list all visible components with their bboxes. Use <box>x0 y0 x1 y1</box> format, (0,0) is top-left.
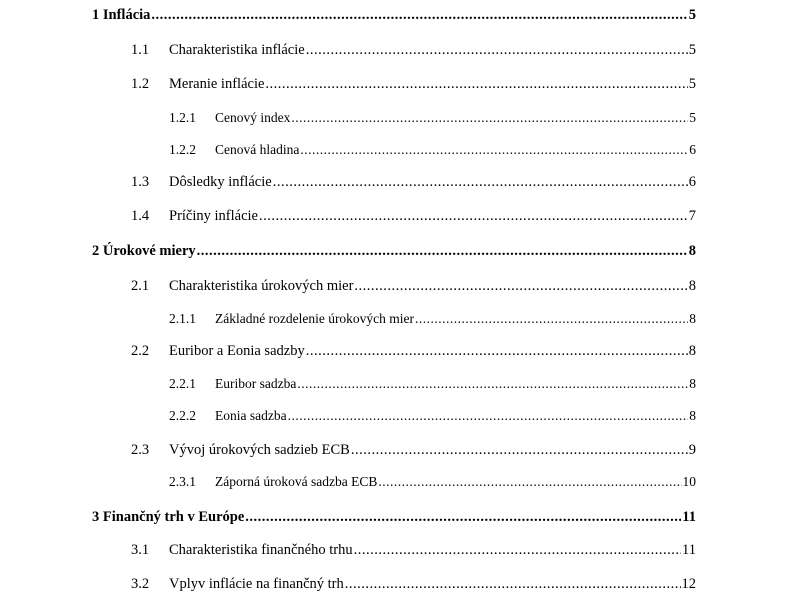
toc-dot-leader <box>415 308 688 330</box>
toc-entry-page-number: 6 <box>688 174 696 190</box>
toc-entry-page-number: 8 <box>688 343 696 359</box>
toc-entry-title: Dôsledky inflácie <box>169 174 272 190</box>
toc-entry-number: 1.1 <box>131 42 150 58</box>
toc-entry[interactable] <box>0 539 790 561</box>
toc-entry-line <box>169 439 696 461</box>
toc-entry[interactable] <box>0 139 790 161</box>
toc-entry[interactable] <box>0 107 790 129</box>
toc-dot-leader <box>351 439 688 461</box>
toc-entry-title: Eonia sadzba <box>215 408 287 423</box>
toc-entry-line <box>169 39 696 61</box>
toc-entry-number: 2.1.1 <box>169 311 196 326</box>
toc-dot-leader <box>245 506 681 528</box>
toc-entry-page-number: 11 <box>682 542 696 558</box>
toc-entry-page-number: 9 <box>688 442 696 458</box>
toc-entry-line <box>215 471 696 493</box>
toc-entry-title <box>92 240 197 262</box>
toc-dot-leader <box>300 139 688 161</box>
toc-entry-number: 3.2 <box>131 576 150 592</box>
toc-entry-line <box>215 308 696 330</box>
toc-entry-line <box>215 405 696 427</box>
toc-dot-leader <box>197 240 688 262</box>
toc-entry[interactable] <box>0 205 790 227</box>
toc-entry-number: 1.2 <box>131 76 150 92</box>
toc-entry-page-number: 12 <box>681 576 696 592</box>
toc-entry-line <box>169 171 696 193</box>
toc-entry-number: 2.1 <box>131 278 150 294</box>
toc-entry-title: Euribor a Eonia sadzby <box>169 343 305 359</box>
toc-dot-leader <box>354 539 681 561</box>
toc-entry-line <box>215 373 696 395</box>
toc-entry[interactable] <box>0 471 790 493</box>
toc-dot-leader <box>259 205 688 227</box>
toc-entry-title-text: Úrokové miery <box>102 243 196 259</box>
toc-entry-title-text: Finančný trh v Európe <box>102 509 245 525</box>
toc-entry[interactable] <box>0 506 790 528</box>
toc-entry-line <box>169 539 696 561</box>
toc-dot-leader <box>297 373 688 395</box>
toc-entry-number: 2.2 <box>131 343 150 359</box>
toc-dot-leader <box>288 405 689 427</box>
toc-entry-title-text: Inflácia <box>102 7 151 23</box>
toc-entry[interactable] <box>0 39 790 61</box>
toc-entry-title: Cenový index <box>215 110 291 125</box>
toc-entry-page-number: 11 <box>682 509 696 525</box>
toc-entry-title: Cenová hladina <box>215 142 300 157</box>
toc-entry[interactable] <box>0 340 790 362</box>
toc-entry-number: 2 <box>92 243 100 259</box>
toc-entry-number: 2.2.1 <box>169 376 196 391</box>
toc-dot-leader <box>273 171 688 193</box>
toc-entry-title: Vplyv inflácie na finančný trh <box>169 576 344 592</box>
toc-entry-line <box>169 73 696 95</box>
toc-entry-line <box>215 107 696 129</box>
toc-entry-page-number: 5 <box>689 110 696 125</box>
toc-entry-title <box>92 506 245 528</box>
toc-entry-line <box>215 139 696 161</box>
toc-entry-number: 3 <box>92 509 100 525</box>
toc-entry-line <box>169 275 696 297</box>
toc-entry-title: Euribor sadzba <box>215 376 297 391</box>
toc-entry-number: 1 <box>92 7 100 23</box>
toc-entry[interactable] <box>0 4 790 26</box>
toc-dot-leader <box>378 471 681 493</box>
toc-dot-leader <box>306 39 688 61</box>
toc-entry-page-number: 8 <box>689 408 696 423</box>
toc-entry[interactable] <box>0 275 790 297</box>
toc-entry[interactable] <box>0 308 790 330</box>
toc-dot-leader <box>354 275 687 297</box>
toc-entry-page-number: 8 <box>689 311 696 326</box>
toc-entry-line <box>169 205 696 227</box>
toc-entry-number: 1.4 <box>131 208 150 224</box>
toc-entry-page-number: 5 <box>688 7 696 23</box>
toc-entry-line <box>92 4 696 26</box>
toc-entry-title: Meranie inflácie <box>169 76 265 92</box>
toc-entry-number: 2.3 <box>131 442 150 458</box>
toc-entry-title: Charakteristika finančného trhu <box>169 542 353 558</box>
toc-entry[interactable] <box>0 73 790 95</box>
toc-entry-number: 1.2.2 <box>169 142 196 157</box>
toc-dot-leader <box>291 107 688 129</box>
toc-entry-page-number: 10 <box>682 474 696 489</box>
toc-entry-number: 2.2.2 <box>169 408 196 423</box>
toc-entry-page-number: 8 <box>688 243 696 259</box>
toc-entry-number: 3.1 <box>131 542 150 558</box>
toc-entry-page-number: 6 <box>689 142 696 157</box>
toc-entry[interactable] <box>0 171 790 193</box>
toc-dot-leader <box>345 573 681 595</box>
toc-entry-page-number: 8 <box>688 278 696 294</box>
toc-entry-number: 1.2.1 <box>169 110 196 125</box>
toc-entry[interactable] <box>0 405 790 427</box>
toc-entry-title: Záporná úroková sadzba ECB <box>215 474 378 489</box>
toc-entry-number: 1.3 <box>131 174 150 190</box>
toc-entry-title: Charakteristika inflácie <box>169 42 305 58</box>
toc-dot-leader <box>151 4 687 26</box>
toc-entry-title: Príčiny inflácie <box>169 208 258 224</box>
toc-entry-number: 2.3.1 <box>169 474 196 489</box>
toc-entry-line <box>169 340 696 362</box>
toc-entry[interactable] <box>0 573 790 595</box>
toc-entry-page-number: 5 <box>688 76 696 92</box>
toc-entry-title <box>92 4 151 26</box>
toc-entry-page-number: 7 <box>688 208 696 224</box>
toc-entry-title: Vývoj úrokových sadzieb ECB <box>169 442 350 458</box>
toc-entry-page-number: 8 <box>689 376 696 391</box>
toc-entry[interactable] <box>0 240 790 262</box>
toc-entry-title: Základné rozdelenie úrokových mier <box>215 311 415 326</box>
toc-entry[interactable] <box>0 439 790 461</box>
toc-dot-leader <box>306 340 688 362</box>
toc-entry-line <box>92 506 696 528</box>
toc-entry-line <box>92 240 696 262</box>
toc-entry[interactable] <box>0 373 790 395</box>
toc-entry-page-number: 5 <box>688 42 696 58</box>
toc-entry-title: Charakteristika úrokových mier <box>169 278 354 294</box>
toc-dot-leader <box>265 73 687 95</box>
toc-entry-line <box>169 573 696 595</box>
